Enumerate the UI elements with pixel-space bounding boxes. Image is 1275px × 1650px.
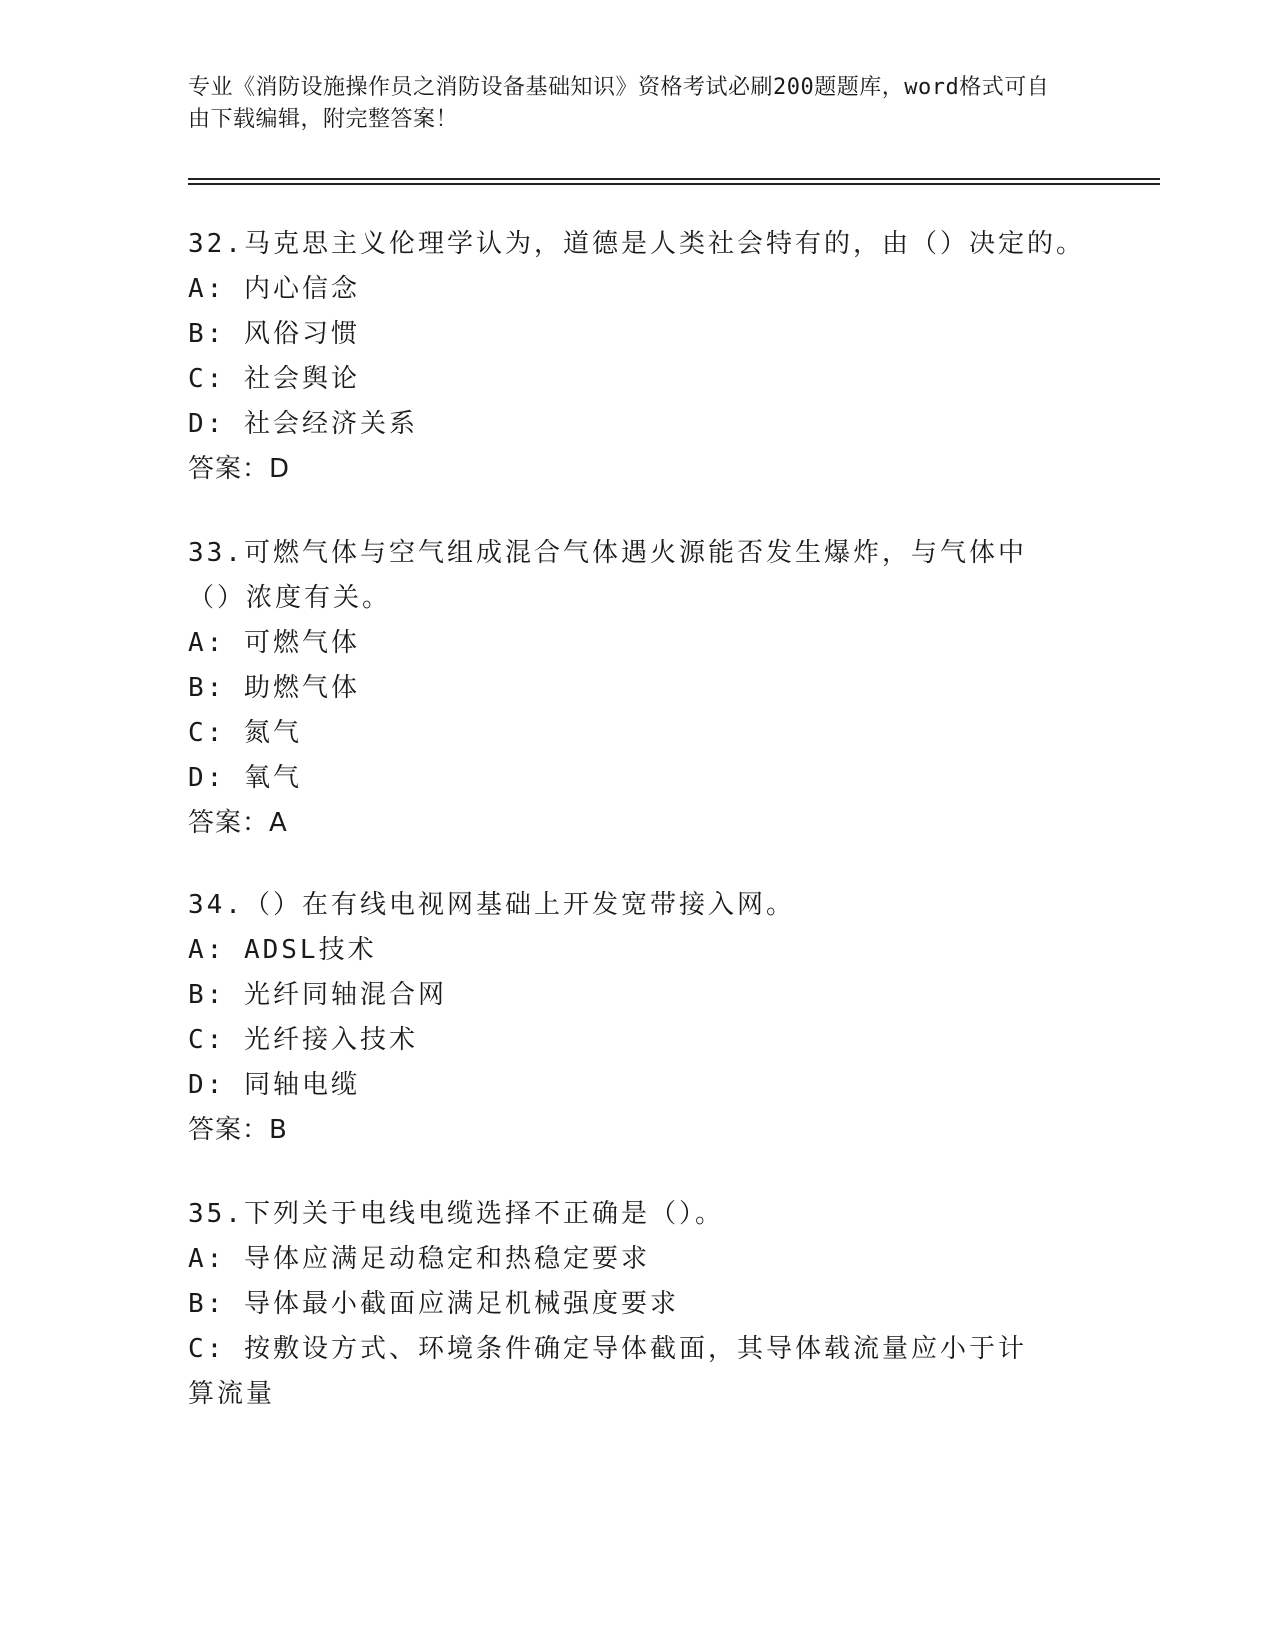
option-c: C: 按敷设方式、环境条件确定导体截面，其导体载流量应小于计算流量 <box>188 1334 1027 1409</box>
option-b: B: 导体最小截面应满足机械强度要求 <box>188 1289 679 1319</box>
answer-label: 答案：A <box>188 808 288 838</box>
option-d: D: 氧气 <box>188 763 302 793</box>
option-b: B: 风俗习惯 <box>188 319 360 349</box>
answer-label: 答案：D <box>188 454 291 484</box>
option-d: D: 社会经济关系 <box>188 409 418 439</box>
option-b: B: 助燃气体 <box>188 673 360 703</box>
answer-label: 答案：B <box>188 1115 288 1145</box>
option-d: D: 同轴电缆 <box>188 1070 360 1100</box>
option-a: A: 内心信念 <box>188 274 360 304</box>
option-c: C: 氮气 <box>188 718 302 748</box>
option-a: A: 导体应满足动稳定和热稳定要求 <box>188 1244 650 1274</box>
question-stem: 33.可燃气体与空气组成混合气体遇火源能否发生爆炸，与气体中（）浓度有关。 <box>188 538 1027 613</box>
question-34 <box>188 883 1088 1153</box>
option-a: A: 可燃气体 <box>188 628 360 658</box>
header-divider-bottom <box>188 183 1160 185</box>
option-c: C: 社会舆论 <box>188 364 360 394</box>
question-32 <box>188 222 1088 492</box>
question-33 <box>188 531 1088 846</box>
option-c: C: 光纤接入技术 <box>188 1025 418 1055</box>
header-divider-top <box>188 178 1160 180</box>
document-header: 专业《消防设施操作员之消防设备基础知识》资格考试必刷200题题库，word格式可自由下载编辑，附完整答案！ <box>188 75 1050 132</box>
option-a: A: ADSL技术 <box>188 935 377 965</box>
question-35 <box>188 1192 1088 1417</box>
question-stem: 32.马克思主义伦理学认为，道德是人类社会特有的，由（）决定的。 <box>188 229 1085 259</box>
question-stem: 35.下列关于电线电缆选择不正确是（）。 <box>188 1199 724 1229</box>
option-b: B: 光纤同轴混合网 <box>188 980 447 1010</box>
question-stem: 34.（）在有线电视网基础上开发宽带接入网。 <box>188 890 795 920</box>
